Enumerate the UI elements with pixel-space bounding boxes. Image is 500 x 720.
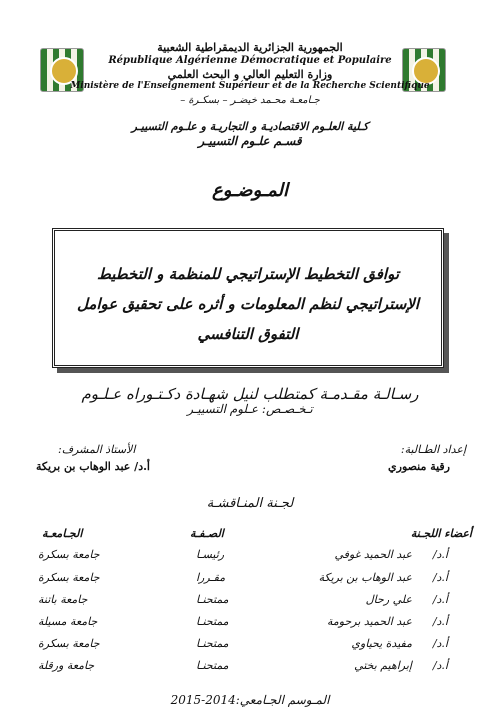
member-university: جامعة مسيلة bbox=[38, 615, 98, 628]
member-name: عبد الحميد برحومة bbox=[326, 615, 412, 628]
member-name: مفيدة يحياوي bbox=[351, 637, 412, 650]
member-university: جامعة بسكرة bbox=[38, 637, 100, 650]
thesis-title-frame bbox=[52, 228, 444, 368]
member-title: أ.د/ bbox=[432, 659, 448, 672]
supervisor-label: الأستاذ المشرف: bbox=[58, 443, 136, 456]
member-name: عبد الوهاب بن بريكة bbox=[318, 571, 412, 584]
prepared-by-label: إعداد الطـالبة: bbox=[400, 443, 466, 456]
member-university: جامعة باتنة bbox=[38, 593, 88, 606]
col-header-members: أعضاء اللجـنة bbox=[410, 527, 472, 540]
thesis-title-line-1: توافق التخطيط الإستراتيجي للمنظمة و التخطيط bbox=[96, 265, 400, 283]
member-title: أ.د/ bbox=[432, 637, 448, 650]
col-header-university: الجـامعـة bbox=[42, 527, 83, 540]
header-ar-ministry: وزارة التعليم العالي و البحث العلمي bbox=[167, 68, 333, 81]
header-ar-university: جـامعـة محـمد خيضـر – بسكـرة – bbox=[180, 95, 320, 106]
member-university: جامعة بسكرة bbox=[38, 571, 100, 584]
header-fr-ministry: Ministère de l'Enseignement Supérieur et de la Recherche Scientifique bbox=[70, 81, 430, 91]
member-university: جامعة ورقلة bbox=[38, 659, 95, 672]
student-name: رقية منصوري bbox=[388, 460, 450, 473]
member-role: ممتحنـا bbox=[196, 659, 229, 672]
header-ar-republic: الجمهورية الجزائرية الديمقراطية الشعبية bbox=[157, 41, 343, 54]
thesis-title-line-2: الإستراتيجي لنظم المعلومات و أثره على تحقيق عوامل bbox=[76, 295, 420, 313]
member-university: جامعة بسكرة bbox=[38, 548, 100, 561]
member-role: ممتحنـا bbox=[196, 615, 229, 628]
committee-heading: لجـنة المنـاقشـة bbox=[206, 496, 294, 511]
member-role: رئيسـا bbox=[196, 548, 225, 561]
member-name: عبد الحميد غوفي bbox=[334, 548, 412, 561]
member-title: أ.د/ bbox=[432, 615, 448, 628]
subject-heading: المـوضـوع bbox=[211, 180, 289, 201]
faculty-name: كـلية العلـوم الاقتصاديـة و التجاريـة و علـوم التسييـر bbox=[131, 120, 369, 133]
member-role: ممتحنـا bbox=[196, 637, 229, 650]
academic-year: المـوسم الجـامعي:2014-2015 bbox=[170, 693, 330, 707]
specialty: تـخـصـص: عـلوم التسييـر bbox=[187, 402, 313, 416]
header-fr-republic: République Algérienne Démocratique et Populaire bbox=[108, 55, 392, 66]
member-title: أ.د/ bbox=[432, 548, 448, 561]
member-name: إبراهيم بختي bbox=[354, 659, 412, 672]
member-title: أ.د/ bbox=[432, 571, 448, 584]
col-header-role: الصـفـة bbox=[190, 527, 224, 540]
member-name: علي رحال bbox=[365, 593, 412, 606]
member-title: أ.د/ bbox=[432, 593, 448, 606]
thesis-title-line-3: التفوق التنافسي bbox=[197, 325, 299, 343]
member-role: ممتحنـا bbox=[196, 593, 229, 606]
member-role: مقـررا bbox=[196, 571, 226, 584]
thesis-type: رسـالـة مقـدمـة كمتطلب لنيل شهـادة دكـتـوراه عـلـوم bbox=[81, 385, 419, 403]
department-name: قسـم علـوم التسييـر bbox=[198, 134, 302, 148]
supervisor-name: أ.د/ عبد الوهاب بن بريكة bbox=[36, 460, 150, 473]
